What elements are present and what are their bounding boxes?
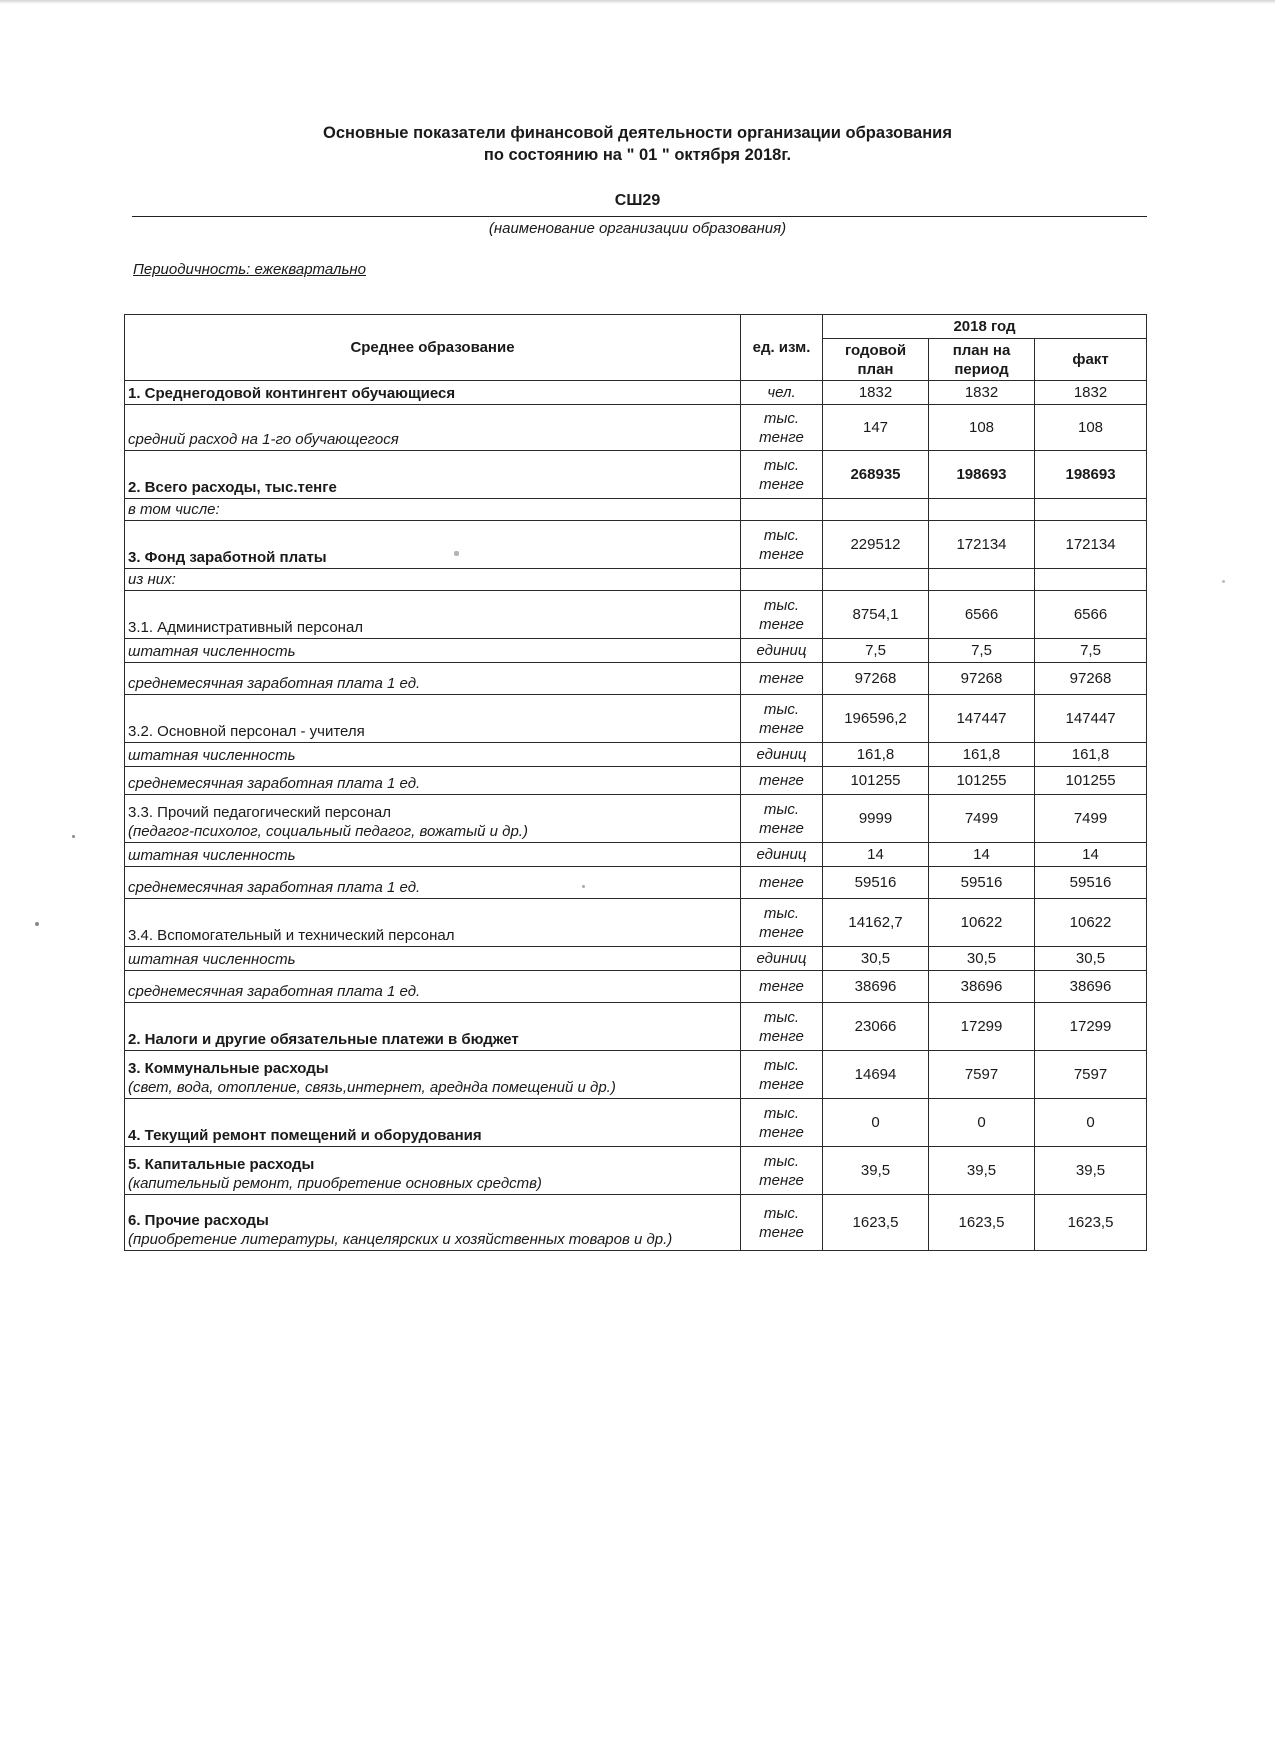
row-value-period: 198693 [929,451,1035,499]
row-unit [741,521,823,569]
table-row [125,695,1147,743]
row-unit-text: тенге [759,615,804,633]
row-value-period: 39,5 [929,1147,1035,1195]
row-unit [741,499,823,521]
row-label-note: (свет, вода, отопление, связь,интернет, аредндa помещений и др.) [128,1079,616,1096]
row-label-text: 3.1. Административный персонал [128,619,364,636]
row-unit-text: тенге [759,1223,804,1241]
row-value-period: 7499 [929,795,1035,843]
row-value-fact: 0 [1035,1099,1147,1147]
row-value-annual: 23066 [823,1003,929,1051]
row-unit-text: тыс. [763,1204,800,1222]
row-value-annual: 39,5 [823,1147,929,1195]
row-label-text: 6. Прочие расходы [128,1212,269,1229]
row-label-text: в том числе: [128,501,220,518]
header-period-line-1: план на [952,341,1011,359]
row-unit-text: тенге [759,1171,804,1189]
row-unit [741,663,823,695]
periodicity: Периодичность: ежеквартально [133,261,366,278]
scan-edge [0,0,1275,4]
row-value-period: 7597 [929,1051,1035,1099]
row-value-fact: 38696 [1035,971,1147,1003]
row-unit-text: тыс. [763,904,800,922]
table-row [125,899,1147,947]
row-label-note: (приобретение литературы, канцелярских и хозяйственных товаров и др.) [128,1231,673,1248]
row-value-annual: 268935 [823,451,929,499]
row-label-text: 5. Капитальные расходы [128,1156,315,1173]
row-value-period: 7,5 [929,639,1035,663]
row-unit-text: тенге [759,428,804,446]
row-unit [741,569,823,591]
table-row [125,405,1147,451]
row-value-annual: 14 [823,843,929,867]
row-unit-text: единиц [756,746,807,763]
row-unit-text: тенге [759,874,804,891]
row-label-text: 3.4. Вспомогательный и технический персонал [128,927,455,944]
table-row [125,639,1147,663]
row-unit [741,451,823,499]
title-line-2: по состоянию на " 01 " октября 2018г. [483,146,792,164]
row-value-period: 1832 [929,381,1035,405]
table-row [125,1051,1147,1099]
row-value-fact: 7597 [1035,1051,1147,1099]
row-unit-text: тенге [759,1123,804,1141]
header-annual-line-1: годовой [844,341,907,359]
row-label-text: штатная численность [128,951,296,968]
organization-caption: (наименование организации образования) [488,220,787,237]
row-value-annual: 1623,5 [823,1195,929,1251]
row-label [125,591,741,639]
row-unit-text: единиц [756,846,807,863]
row-label [125,1195,741,1251]
row-unit [741,795,823,843]
scan-speck [454,551,459,556]
row-value-annual: 97268 [823,663,929,695]
row-unit-text: тыс. [763,700,800,718]
header-section: Среднее образование [125,315,741,381]
table-row [125,521,1147,569]
row-value-fact: 14 [1035,843,1147,867]
organization-name: СШ29 [614,192,661,209]
row-value-fact: 161,8 [1035,743,1147,767]
table-row [125,569,1147,591]
row-label-text: 3. Фонд заработной платы [128,549,327,566]
row-value-fact: 97268 [1035,663,1147,695]
row-unit [741,1147,823,1195]
table-row [125,867,1147,899]
header-annual-line-2: план [857,360,894,378]
row-unit-text: тыс. [763,800,800,818]
row-label [125,743,741,767]
row-unit-text: тенге [759,1027,804,1045]
row-unit [741,381,823,405]
row-unit [741,767,823,795]
row-value-fact: 17299 [1035,1003,1147,1051]
table-row [125,1099,1147,1147]
row-value-period [929,499,1035,521]
row-label-text: 3.3. Прочий педагогический персонал [128,804,391,821]
row-unit [741,867,823,899]
row-unit-text: тенге [759,670,804,687]
row-label-text: штатная численность [128,747,296,764]
table-row [125,843,1147,867]
row-value-period: 147447 [929,695,1035,743]
row-value-fact: 30,5 [1035,947,1147,971]
row-label [125,405,741,451]
table-row [125,663,1147,695]
table-header [125,315,1147,381]
row-unit [741,1051,823,1099]
table-row [125,743,1147,767]
row-unit-text: тыс. [763,1152,800,1170]
row-unit [741,405,823,451]
row-label-note: (педагог-психолог, социальный педагог, вожатый и др.) [128,823,528,840]
row-label-text: 2. Всего расходы, тыс.тенге [128,479,337,496]
row-label-text: из них: [128,571,176,588]
row-value-annual: 30,5 [823,947,929,971]
header-fact: факт [1035,339,1147,381]
row-label [125,1003,741,1051]
row-label-text: среднемесячная заработная плата 1 ед. [128,879,421,896]
row-unit-text: тыс. [763,456,800,474]
row-unit-text: тыс. [763,1008,800,1026]
row-value-period [929,569,1035,591]
row-label-text: 4. Текущий ремонт помещений и оборудования [128,1127,482,1144]
row-label [125,795,741,843]
row-label [125,767,741,795]
row-label-text: штатная численность [128,643,296,660]
row-value-fact: 7499 [1035,795,1147,843]
row-unit-text: единиц [756,950,807,967]
table-row [125,451,1147,499]
row-value-annual: 0 [823,1099,929,1147]
row-unit [741,971,823,1003]
row-label-text: 3.2. Основной персонал - учителя [128,723,365,740]
row-value-annual: 14694 [823,1051,929,1099]
row-value-annual: 101255 [823,767,929,795]
row-unit-text: тенге [759,475,804,493]
row-label [125,1099,741,1147]
row-unit [741,1195,823,1251]
row-unit-text: тыс. [763,1104,800,1122]
table-row [125,971,1147,1003]
row-label [125,843,741,867]
row-unit [741,695,823,743]
row-label-text: 2. Налоги и другие обязательные платежи в бюджет [128,1031,519,1048]
organization-underline [132,216,1147,217]
row-unit [741,591,823,639]
row-value-period: 0 [929,1099,1035,1147]
financial-indicators-table [124,314,1147,1251]
row-label-text: штатная численность [128,847,296,864]
row-value-annual: 9999 [823,795,929,843]
row-value-period: 17299 [929,1003,1035,1051]
row-unit-text: тыс. [763,1056,800,1074]
table-row [125,767,1147,795]
row-value-fact: 172134 [1035,521,1147,569]
scan-speck [1222,580,1225,583]
row-label [125,1051,741,1099]
row-unit [741,639,823,663]
row-unit-text: чел. [767,384,796,401]
row-value-fact [1035,499,1147,521]
row-value-annual [823,499,929,521]
header-year: 2018 год [823,315,1147,339]
document-title [0,122,1275,166]
title-line-1: Основные показатели финансовой деятельности организации образования [323,124,952,142]
table-row [125,381,1147,405]
row-unit [741,1003,823,1051]
row-value-period: 97268 [929,663,1035,695]
row-value-annual: 147 [823,405,929,451]
row-label-note: (капительный ремонт, приобретение основных средств) [128,1175,542,1192]
row-value-fact: 147447 [1035,695,1147,743]
row-label [125,1147,741,1195]
header-period-plan [929,339,1035,381]
row-value-period: 1623,5 [929,1195,1035,1251]
row-value-fact: 101255 [1035,767,1147,795]
row-value-fact [1035,569,1147,591]
row-value-period: 10622 [929,899,1035,947]
table-row [125,1147,1147,1195]
row-value-fact: 1832 [1035,381,1147,405]
row-value-fact: 198693 [1035,451,1147,499]
row-label [125,867,741,899]
row-value-fact: 6566 [1035,591,1147,639]
scan-speck [35,922,39,926]
row-label [125,971,741,1003]
row-value-annual: 196596,2 [823,695,929,743]
row-label [125,663,741,695]
row-value-fact: 1623,5 [1035,1195,1147,1251]
row-unit [741,843,823,867]
row-unit-text: единиц [756,642,807,659]
row-value-fact: 59516 [1035,867,1147,899]
row-unit-text: тенге [759,819,804,837]
row-label-text: среднемесячная заработная плата 1 ед. [128,775,421,792]
row-label [125,381,741,405]
row-value-fact: 10622 [1035,899,1147,947]
row-value-fact: 7,5 [1035,639,1147,663]
row-value-period: 101255 [929,767,1035,795]
row-label-text: 1. Среднегодовой контингент обучающиеся [128,385,456,402]
row-value-annual: 161,8 [823,743,929,767]
row-label [125,639,741,663]
row-unit-text: тенге [759,772,804,789]
header-period-line-2: период [954,360,1009,378]
row-value-annual: 59516 [823,867,929,899]
row-unit [741,1099,823,1147]
row-label-text: среднемесячная заработная плата 1 ед. [128,675,421,692]
row-unit-text: тенге [759,1075,804,1093]
scan-speck [582,885,585,888]
row-label-text: средний расход на 1-го обучающегося [128,431,399,448]
scan-speck [72,835,75,838]
row-unit-text: тыс. [763,596,800,614]
header-annual-plan [823,339,929,381]
table-row [125,499,1147,521]
table-row [125,947,1147,971]
row-label [125,451,741,499]
table-row [125,1195,1147,1251]
row-unit [741,743,823,767]
row-value-annual: 8754,1 [823,591,929,639]
row-value-period: 38696 [929,971,1035,1003]
row-label-text: среднемесячная заработная плата 1 ед. [128,983,421,1000]
row-value-period: 161,8 [929,743,1035,767]
row-value-fact: 39,5 [1035,1147,1147,1195]
row-value-annual: 14162,7 [823,899,929,947]
row-label-text: 3. Коммунальные расходы [128,1060,329,1077]
table-row [125,795,1147,843]
row-value-annual: 38696 [823,971,929,1003]
row-unit-text: тыс. [763,526,800,544]
table-body [125,381,1147,1251]
row-unit-text: тенге [759,923,804,941]
row-value-annual [823,569,929,591]
row-value-annual: 229512 [823,521,929,569]
table-row [125,1003,1147,1051]
row-unit-text: тенге [759,719,804,737]
row-value-annual: 1832 [823,381,929,405]
row-label [125,899,741,947]
row-unit [741,947,823,971]
row-unit-text: тенге [759,978,804,995]
row-label [125,499,741,521]
row-value-period: 14 [929,843,1035,867]
row-unit [741,899,823,947]
header-unit: ед. изм. [741,315,823,381]
row-value-period: 172134 [929,521,1035,569]
row-value-period: 108 [929,405,1035,451]
row-value-period: 6566 [929,591,1035,639]
row-value-annual: 7,5 [823,639,929,663]
table-row [125,591,1147,639]
row-unit-text: тыс. [763,409,800,427]
row-value-fact: 108 [1035,405,1147,451]
row-label [125,521,741,569]
row-label [125,947,741,971]
row-value-period: 30,5 [929,947,1035,971]
row-unit-text: тенге [759,545,804,563]
row-value-period: 59516 [929,867,1035,899]
row-label [125,695,741,743]
row-label [125,569,741,591]
